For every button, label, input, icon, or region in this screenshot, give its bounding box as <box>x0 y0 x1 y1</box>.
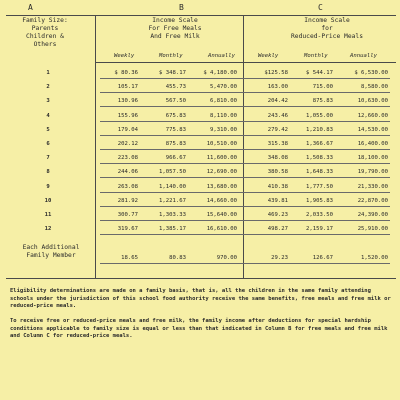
income-weekly-free-cell: 300.77 <box>117 212 138 218</box>
table-top-rule <box>6 15 396 16</box>
income-weekly-free-cell: $ 80.36 <box>114 70 138 76</box>
income-weekly-reduced-cell: $125.58 <box>264 70 288 76</box>
table-row <box>0 141 400 156</box>
income-weekly-free-cell: 263.08 <box>117 183 138 190</box>
table-row <box>0 169 400 184</box>
income-annually-free-cell: $ 4,180.00 <box>203 70 237 76</box>
income-weekly-free-cell: 130.96 <box>117 98 138 105</box>
family-size-cell: 2 <box>46 84 50 91</box>
family-size-cell: 10 <box>44 197 52 204</box>
income-monthly-reduced-cell: 875.83 <box>312 98 333 105</box>
income-weekly-free-cell: 244.06 <box>117 169 138 176</box>
table-row <box>0 98 400 113</box>
family-size-cell: 3 <box>46 98 50 105</box>
family-size-cell: 5 <box>46 126 50 133</box>
table-row <box>0 198 400 213</box>
table-row <box>0 226 400 241</box>
table-row <box>0 212 400 227</box>
table-bottom-rule <box>6 278 396 279</box>
income-annually-free-cell: 6,810.00 <box>210 98 237 105</box>
period-monthly-reduced: Monthly <box>304 53 328 59</box>
row-underline <box>100 92 390 93</box>
income-annually-reduced-cell: 22,870.00 <box>357 197 388 204</box>
row-underline <box>100 220 390 221</box>
income-weekly-free-cell: 202.12 <box>117 141 138 147</box>
table-row <box>0 84 400 99</box>
income-weekly-reduced-cell: 315.38 <box>267 141 288 147</box>
income-annually-reduced-cell: 12,660.00 <box>357 112 388 119</box>
family-size-header: Family Size: Parents Children & Others <box>22 17 68 48</box>
income-monthly-free-cell: 567.50 <box>165 98 186 105</box>
period-weekly-free: Weekly <box>114 53 135 59</box>
income-weekly-reduced-cell: 469.23 <box>267 212 288 218</box>
row-underline <box>100 149 390 150</box>
column-letter-c: C <box>318 3 323 12</box>
income-monthly-reduced-cell: 1,777.50 <box>306 183 333 190</box>
income-monthly-reduced-cell: 2,159.17 <box>306 226 333 233</box>
free-income-scale-header: Income Scale For Free Meals And Free Milk <box>148 17 202 40</box>
income-monthly-reduced-cell: $ 544.17 <box>306 70 333 76</box>
income-monthly-reduced-cell: 1,210.83 <box>306 126 333 133</box>
income-annually-reduced-cell: 18,100.00 <box>357 155 388 162</box>
income-annually-free-cell: 13,680.00 <box>206 183 237 190</box>
income-weekly-reduced-cell: 439.81 <box>267 197 288 204</box>
income-annually-reduced-cell: 16,400.00 <box>357 141 388 147</box>
row-underline <box>100 206 390 207</box>
income-monthly-free-cell: 775.83 <box>165 126 186 133</box>
family-size-cell: 7 <box>46 155 50 162</box>
income-weekly-free-cell: 105.17 <box>117 84 138 91</box>
family-size-cell: 9 <box>46 183 50 190</box>
additional-weekly-free: 18.65 <box>121 255 138 261</box>
income-weekly-free-cell: 155.96 <box>117 112 138 119</box>
additional-weekly-reduced: 29.23 <box>271 255 288 261</box>
income-monthly-free-cell: 875.83 <box>165 141 186 147</box>
income-monthly-reduced-cell: 1,648.33 <box>306 169 333 176</box>
family-size-cell: 6 <box>46 141 50 147</box>
subheader-rule <box>95 62 396 63</box>
income-monthly-reduced-cell: 1,055.00 <box>306 112 333 119</box>
income-monthly-free-cell: $ 348.17 <box>159 70 186 76</box>
income-annually-reduced-cell: 21,330.00 <box>357 183 388 190</box>
income-monthly-free-cell: 1,303.33 <box>159 212 186 218</box>
income-annually-reduced-cell: 19,790.00 <box>357 169 388 176</box>
family-size-cell: 8 <box>46 169 50 176</box>
family-size-cell: 11 <box>44 212 52 218</box>
row-underline <box>100 234 390 235</box>
income-annually-reduced-cell: 8,580.00 <box>361 84 388 91</box>
additional-monthly-free: 80.83 <box>169 255 186 261</box>
row-underline <box>100 135 390 136</box>
column-letter-a: A <box>28 3 33 12</box>
income-weekly-reduced-cell: 279.42 <box>267 126 288 133</box>
row-underline <box>100 192 390 193</box>
income-weekly-reduced-cell: 204.42 <box>267 98 288 105</box>
income-annually-free-cell: 12,690.00 <box>206 169 237 176</box>
income-monthly-free-cell: 1,057.50 <box>159 169 186 176</box>
additional-member-label: Each Additional Family Member <box>22 244 80 259</box>
table-row <box>0 70 400 85</box>
income-weekly-free-cell: 281.92 <box>117 197 138 204</box>
period-annually-free: Annually <box>208 53 235 59</box>
additional-annually-free: 970.00 <box>216 255 237 261</box>
period-annually-reduced: Annually <box>350 53 377 59</box>
income-weekly-reduced-cell: 348.08 <box>267 155 288 162</box>
income-annually-reduced-cell: 25,910.00 <box>357 226 388 233</box>
income-annually-free-cell: 8,110.00 <box>210 112 237 119</box>
family-size-cell: 12 <box>44 226 52 233</box>
income-weekly-free-cell: 319.67 <box>117 226 138 233</box>
table-row <box>0 127 400 142</box>
income-weekly-reduced-cell: 243.46 <box>267 112 288 119</box>
income-monthly-free-cell: 1,140.00 <box>159 183 186 190</box>
income-weekly-reduced-cell: 410.38 <box>267 183 288 190</box>
additional-annually-reduced: 1,520.00 <box>361 255 388 261</box>
table-row <box>0 184 400 199</box>
income-weekly-reduced-cell: 498.27 <box>267 226 288 233</box>
income-annually-free-cell: 11,600.00 <box>206 155 237 162</box>
income-annually-free-cell: 14,660.00 <box>206 197 237 204</box>
income-annually-reduced-cell: 24,390.00 <box>357 212 388 218</box>
row-underline <box>100 121 390 122</box>
income-monthly-reduced-cell: 2,033.50 <box>306 212 333 218</box>
column-letter-b: B <box>179 3 184 12</box>
income-annually-reduced-cell: 10,630.00 <box>357 98 388 105</box>
period-monthly-free: Monthly <box>159 53 183 59</box>
income-weekly-free-cell: 223.08 <box>117 155 138 162</box>
income-annually-reduced-cell: $ 6,530.00 <box>354 70 388 76</box>
income-monthly-free-cell: 1,221.67 <box>159 197 186 204</box>
table-row <box>0 155 400 170</box>
family-size-cell: 4 <box>46 112 50 119</box>
income-annually-free-cell: 5,470.00 <box>210 84 237 91</box>
additional-monthly-reduced: 126.67 <box>312 255 333 261</box>
income-monthly-free-cell: 966.67 <box>165 155 186 162</box>
income-annually-free-cell: 15,640.00 <box>206 212 237 218</box>
income-monthly-reduced-cell: 1,905.83 <box>306 197 333 204</box>
income-weekly-free-cell: 179.04 <box>117 126 138 133</box>
income-monthly-reduced-cell: 1,508.33 <box>306 155 333 162</box>
income-weekly-reduced-cell: 163.00 <box>267 84 288 91</box>
row-underline <box>100 106 390 107</box>
family-size-cell: 1 <box>46 70 50 76</box>
income-monthly-free-cell: 455.73 <box>165 84 186 91</box>
row-underline <box>100 177 390 178</box>
additional-underline <box>100 263 390 264</box>
income-weekly-reduced-cell: 380.58 <box>267 169 288 176</box>
income-annually-reduced-cell: 14,530.00 <box>357 126 388 133</box>
row-underline <box>100 163 390 164</box>
income-monthly-reduced-cell: 715.00 <box>312 84 333 91</box>
income-monthly-free-cell: 1,385.17 <box>159 226 186 233</box>
income-annually-free-cell: 10,510.00 <box>206 141 237 147</box>
eligibility-paragraph: Eligibility determinations are made on a family basis, that is, all the children in the same family attending schools under the jurisdiction of this school food authority receive the same benefits, free meals and free milk or reduced-price meals. <box>10 288 391 309</box>
reduced-income-scale-header: Income Scale for Reduced-Price Meals <box>290 17 364 40</box>
income-monthly-free-cell: 675.83 <box>165 112 186 119</box>
table-row <box>0 113 400 128</box>
income-monthly-reduced-cell: 1,366.67 <box>306 141 333 147</box>
income-annually-free-cell: 9,310.00 <box>210 126 237 133</box>
income-annually-free-cell: 16,610.00 <box>206 226 237 233</box>
income-criteria-paragraph: To receive free or reduced-price meals and free milk, the family income after deductions for special hardship conditions applicable to family size is equal or less than that indicated in Column B for free meals and free milk and Column C for reduced-price meals. <box>10 318 388 339</box>
row-underline <box>100 78 390 79</box>
period-weekly-reduced: Weekly <box>258 53 279 59</box>
